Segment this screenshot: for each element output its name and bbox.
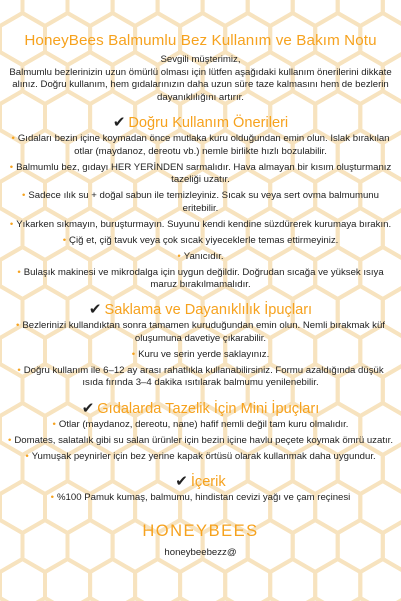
check-icon: ✔ [175, 473, 188, 491]
list-item [8, 435, 393, 447]
section-heading-gidalarda-tazelik-icin-mini-ipuclari [8, 400, 393, 418]
list-item-text: Yanıcıdır. [183, 250, 224, 262]
bullet-icon: • [131, 348, 136, 360]
list-item-text: Bezlerinizi kullandıktan sonra tamamen kuruduğundan emin olun. Nemli bırakmak küf oluşumuna davetiye çıkarabilir. [22, 320, 385, 344]
sections-container [8, 114, 393, 504]
bullet-icon: • [62, 234, 67, 246]
section-list [8, 133, 393, 291]
bullet-icon: • [22, 190, 26, 202]
list-item-text: Balmumlu bez, gıdayı HER YERİNDEN sarmalıdır. Hava almayan bir kısım oluşturmanız tazeliği uzatır. [16, 161, 392, 186]
section-heading-saklama-ve-dayaniklilik-ipuclari [8, 301, 393, 319]
section-list [8, 419, 393, 463]
list-item [8, 251, 393, 263]
list-item-text: Gıdaları bezin içine koymadan önce mutlaka kuru olduğundan emin olun. Islak bırakılan otlar (maydanoz, dereotu vb.) nemle birlikte hızlı bozulabilir. [17, 133, 390, 157]
list-item-text: Bulaşık makinesi ve mikrodalga için uygun değildir. Doğrudan sıcağa ve yüksek ısıya maruz bırakılmamalıdır. [23, 266, 384, 290]
section-title: Saklama ve Dayanıklılık İpuçları [104, 302, 313, 319]
list-item [8, 349, 393, 361]
list-item-text: Yıkarken sıkmayın, buruşturmayın. Suyunu kendi kendine süzdürerek kurumaya bırakın. [16, 218, 392, 230]
check-icon: ✔ [81, 399, 95, 417]
list-item-text: %100 Pamuk kumaş, balmumu, hindistan cevizi yağı ve çam reçinesi [57, 492, 351, 504]
greeting: Sevgili müşterimiz, [160, 54, 241, 65]
list-item [8, 419, 393, 431]
section-list [8, 320, 393, 389]
list-item [8, 320, 393, 345]
list-item-text: Çiğ et, çiğ tavuk veya çok sıcak yiyeceklerle temas ettirmeyiniz. [69, 234, 339, 246]
list-item [8, 451, 393, 463]
bullet-icon: • [17, 364, 21, 376]
list-item-text: Domates, salatalık gibi su salan ürünler için bezin içine havlu peçete koymak ömrü uzatır. [14, 434, 393, 446]
bullet-icon: • [8, 434, 12, 446]
list-item [8, 219, 393, 231]
bullet-icon: • [52, 418, 56, 430]
list-item [8, 190, 393, 215]
list-item [8, 267, 393, 292]
bullet-icon: • [17, 266, 21, 278]
list-item [8, 235, 393, 247]
section-list [8, 492, 393, 504]
page-title: HoneyBees Balmumlu Bez Kullanım ve Bakım Notu [24, 32, 377, 49]
bullet-icon: • [11, 133, 15, 145]
social-handle: honeybeebezz@ [164, 547, 237, 559]
list-item-text: Doğru kullanım ile 6–12 ay arası rahatlıkla kullanabilirsiniz. Formu azaldığında düşük ısıda fırında 3–4 dakika ısıtılarak balmumu yenilenebilir. [23, 364, 384, 389]
check-icon: ✔ [112, 114, 126, 132]
bullet-icon: • [16, 320, 20, 332]
section-title: İçerik [190, 474, 226, 491]
section-heading-icerik [8, 473, 393, 491]
bullet-icon: • [177, 250, 181, 262]
list-item-text: Kuru ve serin yerde saklayınız. [138, 348, 270, 360]
bullet-icon: • [9, 218, 14, 230]
intro-paragraph: Balmumlu bezlerinizin uzun ömürlü olması için lütfen aşağıdaki kullanım önerilerini dikkate alınız. Doğru kullanım, hem gıdalarınızın daha uzun süre taze kalmasını hem de bezlerin dayanıklılığını artırır. [9, 66, 392, 103]
list-item [8, 162, 393, 187]
list-item [8, 365, 393, 390]
section-title: Gıdalarda Tazelik İçin Mini İpuçları [97, 400, 320, 417]
section-heading-dogru-kullanim-onerileri [8, 114, 393, 132]
brand-name: HONEYBEES [142, 522, 259, 541]
list-item-text: Otlar (maydanoz, dereotu, nane) hafif nemli değil tam kuru olmalıdır. [58, 418, 349, 430]
list-item [8, 492, 393, 504]
section-title: Doğru Kullanım Önerileri [128, 115, 289, 132]
list-item-text: Yumuşak peynirler için bez yerine kapak örtüsü olarak kullanmak daha uygundur. [31, 450, 376, 462]
bullet-icon: • [25, 450, 29, 462]
list-item [8, 133, 393, 158]
bullet-icon: • [50, 492, 55, 504]
bullet-icon: • [9, 161, 14, 173]
list-item-text: Sadece ılık su + doğal sabun ile temizleyiniz. Sıcak su veya sert ovma balmumunu eritebilir. [28, 190, 379, 214]
check-icon: ✔ [88, 301, 102, 319]
intro-text [8, 54, 393, 104]
